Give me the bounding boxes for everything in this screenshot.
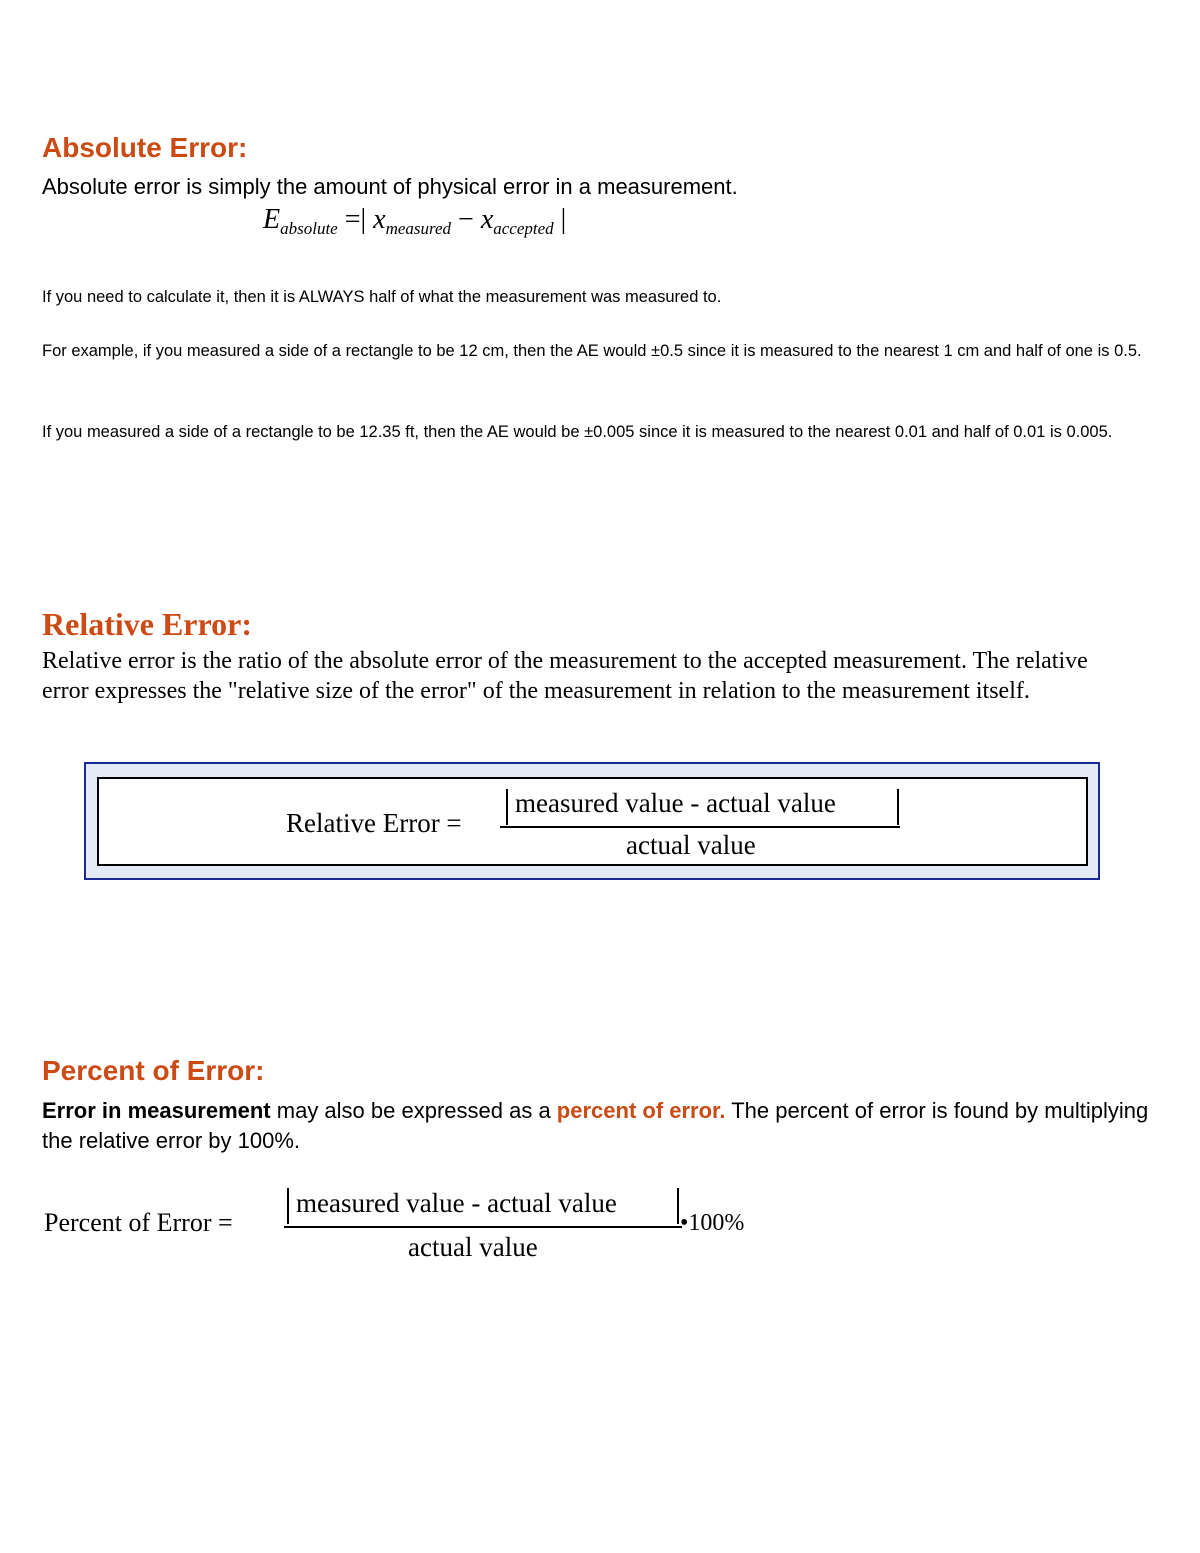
absolute-error-formula [263, 204, 566, 239]
percent-error-abs-bar-right [677, 1188, 679, 1224]
relative-error-abs-bar-right [897, 789, 899, 825]
formula-equals: =| [344, 204, 367, 235]
formula-lhs-var: E [263, 204, 281, 235]
percent-error-multiplier: •100% [680, 1210, 745, 1236]
percent-error-abs-bar-left [287, 1188, 289, 1224]
percent-error-numerator: measured value - actual value [296, 1188, 617, 1218]
percent-error-body-bold: Error in measurement [42, 1098, 271, 1123]
formula-lhs-sub: absolute [280, 219, 338, 238]
relative-error-denominator: actual value [626, 830, 756, 860]
absolute-error-paragraph-1: If you need to calculate it, then it is ALWAYS half of what the measurement was measured to. [42, 288, 722, 306]
formula-close: | [560, 204, 567, 235]
formula-var2: x [480, 204, 494, 235]
percent-error-fraction-line [284, 1226, 682, 1228]
relative-error-abs-bar-left [506, 789, 508, 825]
absolute-error-paragraph-3: If you measured a side of a rectangle to be 12.35 ft, then the AE would be ±0.005 since it is measured to the nearest 0.01 and half of 0.01 is 0.005. [42, 423, 1113, 441]
absolute-error-paragraph-2: For example, if you measured a side of a rectangle to be 12 cm, then the AE would ±0.5 since it is measured to the nearest 1 cm and half of one is 0.5. [42, 342, 1142, 360]
percent-error-denominator: actual value [408, 1232, 538, 1262]
relative-error-fraction-line [500, 826, 900, 828]
percent-error-body-end: The percent of error is found by multiplying the relative error by 100%. [42, 1098, 1149, 1153]
percent-error-body-mid: may also be expressed as a [270, 1098, 557, 1123]
formula-sub2: accepted [493, 219, 554, 238]
relative-error-lhs: Relative Error = [286, 808, 462, 838]
percent-error-lhs: Percent of Error = [44, 1208, 233, 1237]
percent-error-body-highlight: percent of error. [556, 1098, 726, 1123]
formula-minus: − [458, 204, 474, 235]
absolute-error-heading: Absolute Error: [42, 132, 248, 163]
formula-var1: x [373, 204, 386, 235]
percent-error-body [42, 1096, 1152, 1156]
relative-error-body: Relative error is the ratio of the absolute error of the measurement to the accepted measurement. The relative error expresses the "relative size of the error" of the measurement in relation to the measurement itself. [42, 648, 1088, 704]
percent-error-heading: Percent of Error: [42, 1055, 265, 1086]
relative-error-numerator: measured value - actual value [515, 788, 836, 818]
absolute-error-intro: Absolute error is simply the amount of physical error in a measurement. [42, 174, 738, 199]
formula-sub1: measured [385, 219, 452, 238]
relative-error-heading: Relative Error: [42, 606, 252, 642]
